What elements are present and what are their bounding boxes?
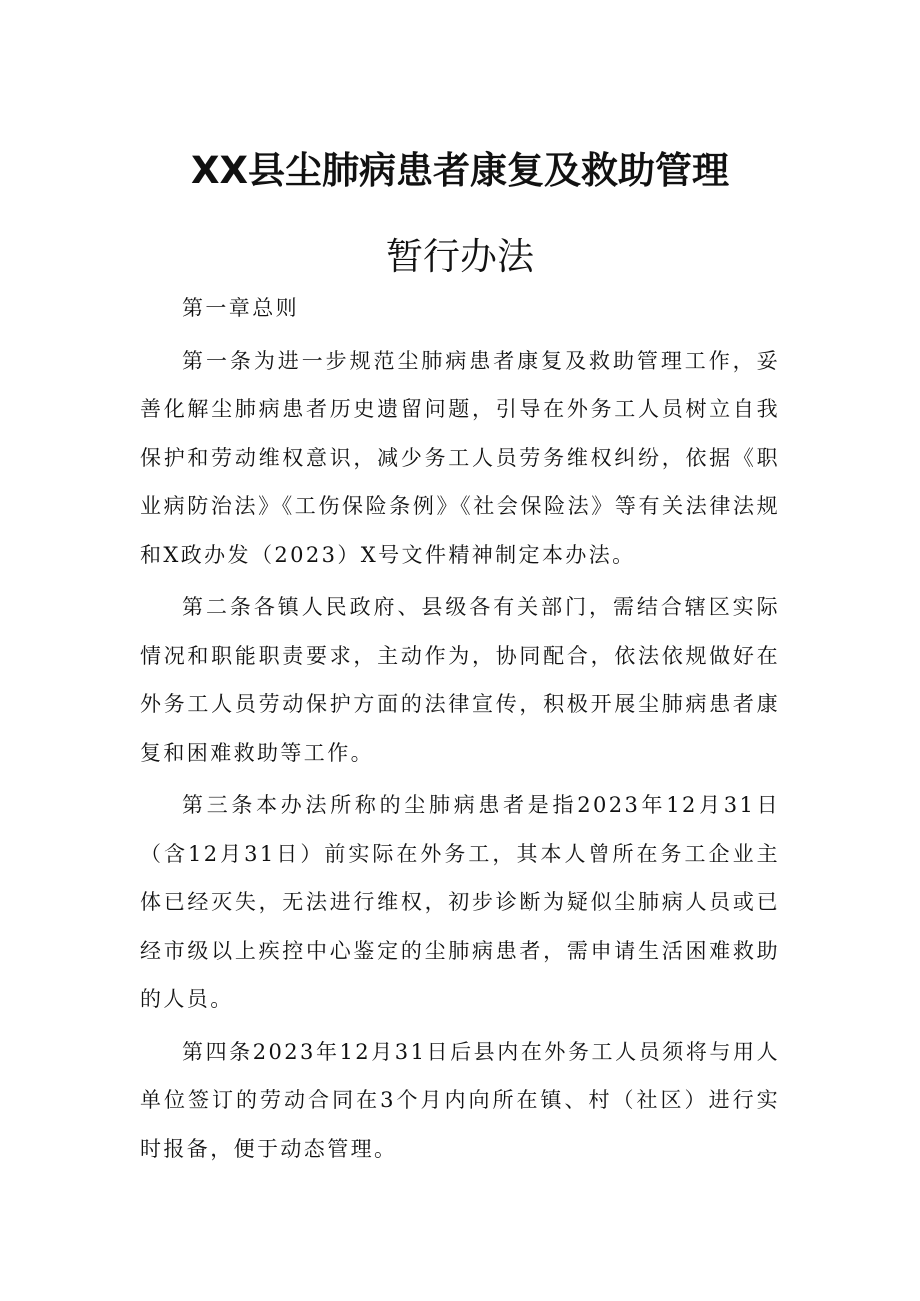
chapter-heading: 第一章总则: [182, 296, 299, 320]
document-title-line-2: 暂行办法: [386, 235, 534, 278]
article-4-paragraph: 第四条2023年12月31日后县内在外务工人员须将与用人单位签订的劳动合同在3个月内向所在镇、村（社区）进行实时报备，便于动态管理。: [140, 1039, 780, 1161]
document-title-line-1: XX县尘肺病患者康复及救助管理: [190, 149, 730, 192]
article-2-paragraph: 第二条各镇人民政府、县级各有关部门，需结合辖区实际情况和职能职责要求，主动作为，协同配合，依法依规做好在外务工人员劳动保护方面的法律宣传，积极开展尘肺病患者康复和困难救助等工作。: [140, 595, 780, 765]
article-3-paragraph: 第三条本办法所称的尘肺病患者是指2023年12月31日（含12月31日）前实际在外务工，其本人曾所在务工企业主体已经灭失，无法进行维权，初步诊断为疑似尘肺病人员或已经市级以上疾控中心鉴定的尘肺病患者，需申请生活困难救助的人员。: [140, 793, 780, 1011]
document-body: [140, 284, 780, 1173]
article-1-paragraph: 第一条为进一步规范尘肺病患者康复及救助管理工作，妥善化解尘肺病患者历史遗留问题，引导在外务工人员树立自我保护和劳动维权意识，减少务工人员劳务维权纠纷，依据《职业病防治法》《工伤保险条例》《社会保险法》等有关法律法规和X政办发（2023）X号文件精神制定本办法。: [140, 348, 780, 567]
